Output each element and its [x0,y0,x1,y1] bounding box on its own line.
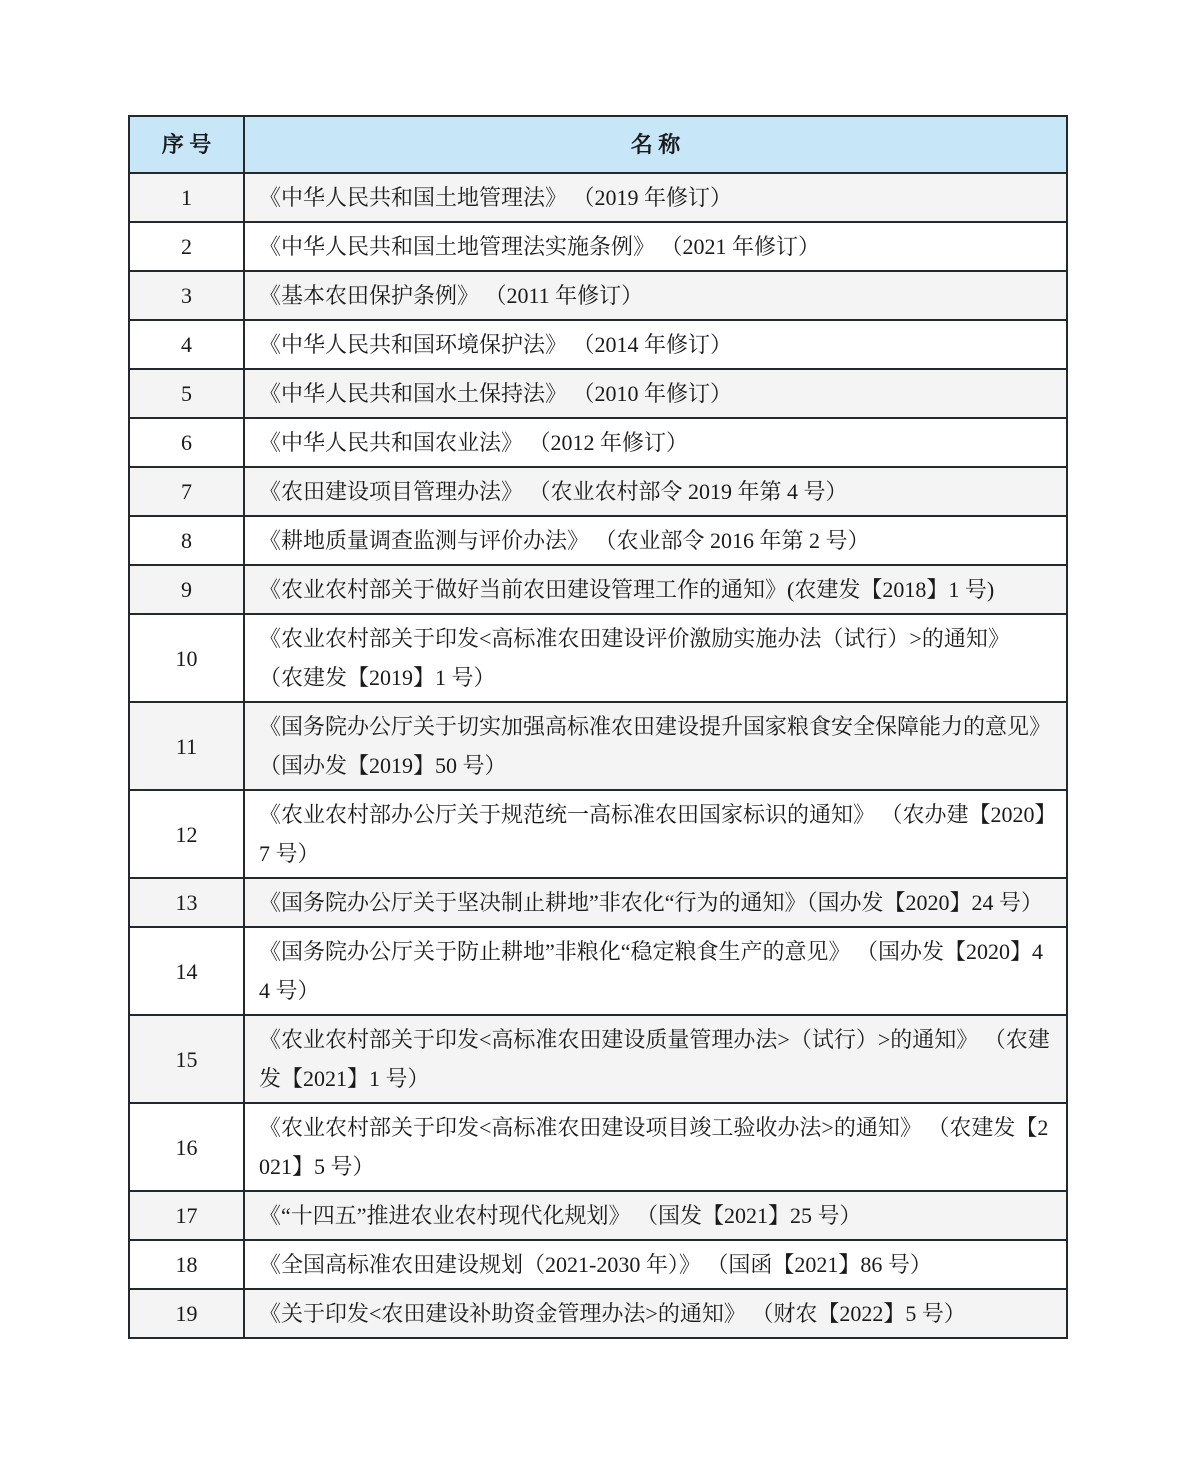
row-name-cell: 《农业农村部关于印发<高标准农田建设项目竣工验收办法>的通知》 （农建发【2021】5 号） [244,1103,1067,1191]
table-row [129,418,1067,467]
table-row [129,271,1067,320]
table-row [129,369,1067,418]
row-name-cell: 《农业农村部关于印发<高标准农田建设评价激励实施办法（试行）>的通知》 （农建发【2019】1 号） [244,614,1067,702]
row-index-cell: 12 [129,790,244,878]
row-name-cell: 《中华人民共和国土地管理法实施条例》 （2021 年修订） [244,222,1067,271]
table-row [129,565,1067,614]
table-row [129,1191,1067,1240]
table-row [129,927,1067,1015]
row-name-cell: 《农业农村部办公厅关于规范统一高标准农田国家标识的通知》 （农办建【2020】7 号） [244,790,1067,878]
row-index-cell: 7 [129,467,244,516]
row-index-cell: 1 [129,173,244,222]
table-row [129,878,1067,927]
row-index-cell: 10 [129,614,244,702]
row-name-cell: 《农田建设项目管理办法》 （农业农村部令 2019 年第 4 号） [244,467,1067,516]
table-row [129,702,1067,790]
table-row [129,1015,1067,1103]
row-index-cell: 4 [129,320,244,369]
row-name-cell: 《耕地质量调查监测与评价办法》 （农业部令 2016 年第 2 号） [244,516,1067,565]
row-index-cell: 3 [129,271,244,320]
row-index-cell: 11 [129,702,244,790]
row-name-cell: 《中华人民共和国水土保持法》 （2010 年修订） [244,369,1067,418]
row-index-cell: 5 [129,369,244,418]
header-cell-name: 名 称 [244,116,1067,173]
row-index-cell: 19 [129,1289,244,1338]
row-index-cell: 16 [129,1103,244,1191]
table-row [129,467,1067,516]
row-name-cell: 《农业农村部关于做好当前农田建设管理工作的通知》(农建发【2018】1 号) [244,565,1067,614]
table-header-row [129,116,1067,173]
row-name-cell: 《中华人民共和国农业法》 （2012 年修订） [244,418,1067,467]
row-index-cell: 14 [129,927,244,1015]
row-name-cell: 《中华人民共和国土地管理法》 （2019 年修订） [244,173,1067,222]
row-index-cell: 15 [129,1015,244,1103]
row-name-cell: 《农业农村部关于印发<高标准农田建设质量管理办法>（试行）>的通知》 （农建发【2021】1 号） [244,1015,1067,1103]
row-index-cell: 6 [129,418,244,467]
row-name-cell: 《中华人民共和国环境保护法》 （2014 年修订） [244,320,1067,369]
table-row [129,1103,1067,1191]
table-row [129,320,1067,369]
row-name-cell: 《“十四五”推进农业农村现代化规划》 （国发【2021】25 号） [244,1191,1067,1240]
table-row [129,790,1067,878]
row-name-cell: 《全国高标准农田建设规划（2021-2030 年）》 （国函【2021】86 号） [244,1240,1067,1289]
table-row [129,1289,1067,1338]
row-name-cell: 《国务院办公厅关于坚决制止耕地”非农化“行为的通知》（国办发【2020】24 号） [244,878,1067,927]
row-index-cell: 8 [129,516,244,565]
regulations-table [128,115,1068,1339]
row-name-cell: 《国务院办公厅关于切实加强高标准农田建设提升国家粮食安全保障能力的意见》 （国办发【2019】50 号） [244,702,1067,790]
row-index-cell: 2 [129,222,244,271]
row-name-cell: 《国务院办公厅关于防止耕地”非粮化“稳定粮食生产的意见》 （国办发【2020】44 号） [244,927,1067,1015]
row-index-cell: 18 [129,1240,244,1289]
row-index-cell: 13 [129,878,244,927]
table-body [129,173,1067,1338]
row-name-cell: 《关于印发<农田建设补助资金管理办法>的通知》 （财农【2022】5 号） [244,1289,1067,1338]
row-index-cell: 17 [129,1191,244,1240]
table-row [129,516,1067,565]
table-row [129,1240,1067,1289]
header-cell-index: 序 号 [129,116,244,173]
table-row [129,614,1067,702]
table-row [129,222,1067,271]
table-row [129,173,1067,222]
row-name-cell: 《基本农田保护条例》 （2011 年修订） [244,271,1067,320]
row-index-cell: 9 [129,565,244,614]
